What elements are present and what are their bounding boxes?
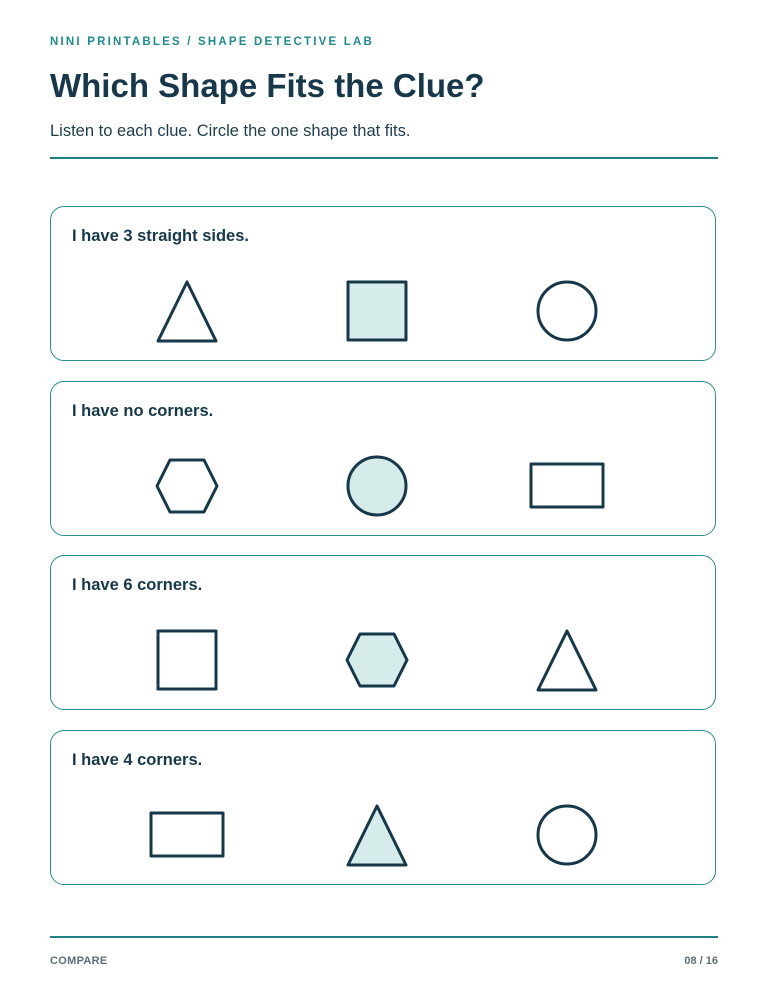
hexagon-icon xyxy=(147,450,227,520)
shape-option[interactable] xyxy=(527,450,607,520)
clue-text: I have no corners. xyxy=(72,402,214,420)
shape-option[interactable] xyxy=(337,450,417,520)
rectangle-icon xyxy=(527,450,607,520)
shape-option[interactable] xyxy=(337,799,417,869)
clue-card-3 xyxy=(50,555,716,710)
header-divider xyxy=(50,157,718,159)
triangle-icon xyxy=(147,275,227,345)
shape-option[interactable] xyxy=(147,275,227,345)
shape-option[interactable] xyxy=(527,624,607,694)
clue-card-4 xyxy=(50,730,716,885)
page-number: 08 / 16 xyxy=(684,955,718,967)
shape-option[interactable] xyxy=(337,275,417,345)
clue-text: I have 4 corners. xyxy=(72,751,203,769)
clue-card-2 xyxy=(50,381,716,536)
circle-icon xyxy=(527,799,607,869)
shape-option[interactable] xyxy=(527,275,607,345)
hexagon-icon xyxy=(337,624,417,694)
triangle-icon xyxy=(527,624,607,694)
shape-option[interactable] xyxy=(337,624,417,694)
shape-option[interactable] xyxy=(147,624,227,694)
footer-divider xyxy=(50,936,718,938)
shape-option[interactable] xyxy=(527,799,607,869)
footer-section-label: COMPARE xyxy=(50,955,108,967)
square-icon xyxy=(147,624,227,694)
square-icon xyxy=(337,275,417,345)
series-kicker: NINI PRINTABLES / SHAPE DETECTIVE LAB xyxy=(50,36,374,48)
circle-icon xyxy=(337,450,417,520)
triangle-icon xyxy=(337,799,417,869)
rectangle-icon xyxy=(147,799,227,869)
shape-option[interactable] xyxy=(147,799,227,869)
circle-icon xyxy=(527,275,607,345)
clue-text: I have 3 straight sides. xyxy=(72,227,249,245)
instructions: Listen to each clue. Circle the one shape that fits. xyxy=(50,122,411,140)
page-title: Which Shape Fits the Clue? xyxy=(50,67,485,104)
clue-text: I have 6 corners. xyxy=(72,576,203,594)
shape-option[interactable] xyxy=(147,450,227,520)
clue-card-1 xyxy=(50,206,716,361)
